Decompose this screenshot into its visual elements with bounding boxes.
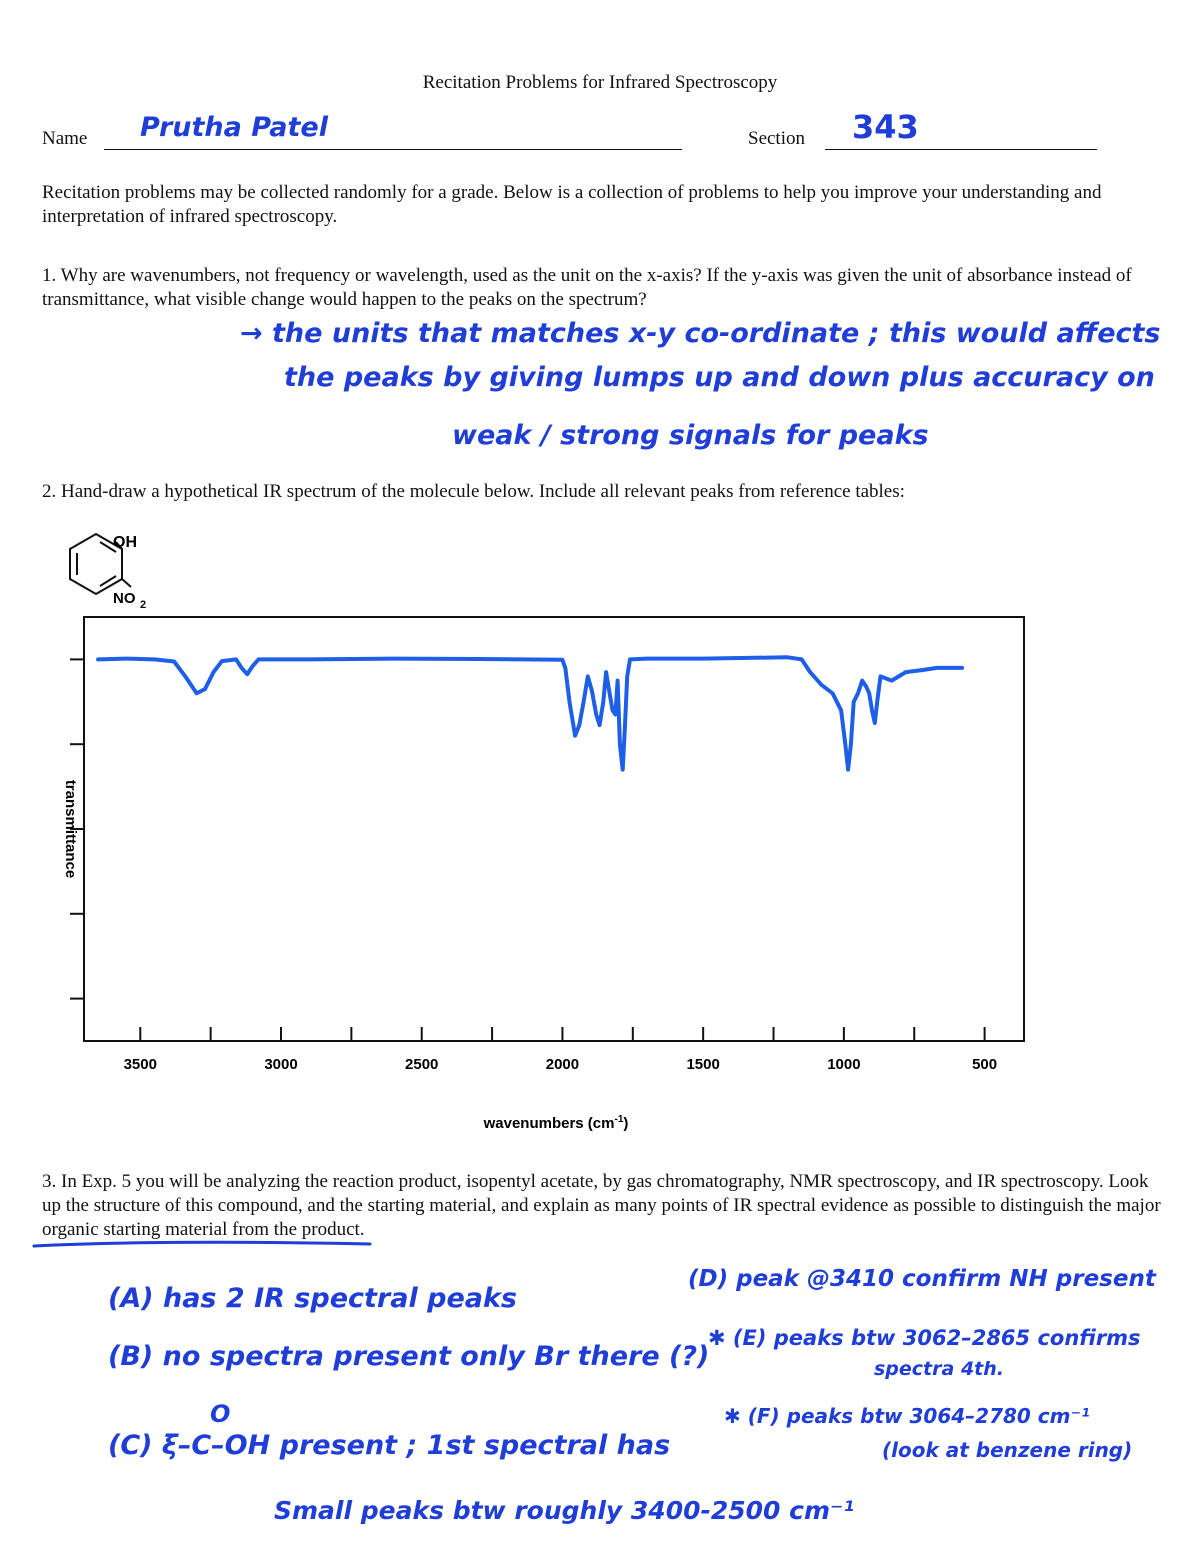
intro-paragraph: Recitation problems may be collected randomly for a grade. Below is a collection of problems to help you improve your understanding and interpretation of infrared spectroscopy. bbox=[42, 182, 1102, 227]
q3-answer-f-continued: (look at benzene ring) bbox=[882, 1438, 1133, 1462]
x-tick-label: 1000 bbox=[827, 1056, 861, 1073]
page-title: Recitation Problems for Infrared Spectroscopy bbox=[422, 72, 778, 93]
name-value: Prutha Patel bbox=[140, 112, 328, 143]
section-line bbox=[825, 149, 1097, 150]
hand-underline bbox=[30, 1236, 380, 1256]
q1-answer-line-3: weak / strong signals for peaks bbox=[452, 420, 929, 451]
name-line bbox=[104, 149, 682, 150]
question-1-text: 1. Why are wavenumbers, not frequency or wavelength, used as the unit on the x-axis? If the y-axis was given the unit of absorbance instead of transmittance, what visible change would happen to the peaks on the spectrum? bbox=[42, 265, 1132, 310]
no2-subscript: 2 bbox=[140, 599, 147, 611]
x-tick-label: 1500 bbox=[686, 1056, 720, 1073]
x-tick-label: 2000 bbox=[545, 1056, 580, 1073]
spectrum-series-line bbox=[98, 657, 962, 769]
x-tick-label: 3000 bbox=[264, 1056, 298, 1073]
q3-text-before: 3. In Exp. 5 you will be analyzing the reaction product, isopentyl acetate, by gas chromatography, NMR spectroscopy, and IR spectroscopy. Look up the structure of this compound, and the starting material, and explain as bbox=[42, 1171, 1149, 1216]
chart-frame bbox=[84, 617, 1024, 1041]
x-tick-label: 500 bbox=[972, 1056, 998, 1073]
ir-spectrum-chart bbox=[0, 600, 1200, 1140]
q1-answer-line-1: → the units that matches x-y co-ordinate ; this would affects bbox=[240, 318, 1161, 349]
x-tick-label: 2500 bbox=[405, 1056, 439, 1073]
x-tick-label: 3500 bbox=[123, 1056, 157, 1073]
q3-answer-c-carbonyl-o: O bbox=[210, 1400, 231, 1428]
q3-answer-e: ✱ (E) peaks btw 3062–2865 confirms bbox=[708, 1326, 1141, 1350]
q3-answer-c: (C) ξ–C–OH present ; 1st spectral has bbox=[108, 1430, 671, 1461]
q3-text-after: as possible to distinguish the major organic starting material from the product. bbox=[42, 1195, 1161, 1240]
q1-answer-line-2: the peaks by giving lumps up and down plus accuracy on bbox=[284, 362, 1155, 393]
question-2-text: 2. Hand-draw a hypothetical IR spectrum of the molecule below. Include all relevant peaks from reference tables: bbox=[42, 481, 905, 502]
q3-answer-a: (A) has 2 IR spectral peaks bbox=[108, 1283, 518, 1314]
q3-answer-b: (B) no spectra present only Br there (?) bbox=[108, 1341, 710, 1372]
name-label: Name bbox=[42, 128, 88, 149]
q3-underlined-phrase: many points of IR spectral evidence bbox=[614, 1195, 889, 1216]
q3-answer-c-continued: Small peaks btw roughly 3400-2500 cm⁻¹ bbox=[274, 1496, 855, 1525]
x-axis-label: wavenumbers $(cm^{-1})$ bbox=[483, 1114, 629, 1132]
oh-label: OH bbox=[113, 534, 137, 551]
q3-answer-e-continued: spectra 4th. bbox=[874, 1358, 1004, 1380]
section-value: 343 bbox=[852, 108, 919, 146]
q3-answer-d: (D) peak @3410 confirm NH present bbox=[688, 1266, 1156, 1292]
section-label: Section bbox=[748, 128, 805, 149]
y-axis-label: transmittance bbox=[62, 779, 79, 879]
question-3-text bbox=[42, 1170, 1162, 1242]
q3-answer-f: ✱ (F) peaks btw 3064–2780 cm⁻¹ bbox=[724, 1404, 1090, 1428]
no2-label: NO bbox=[113, 590, 136, 607]
